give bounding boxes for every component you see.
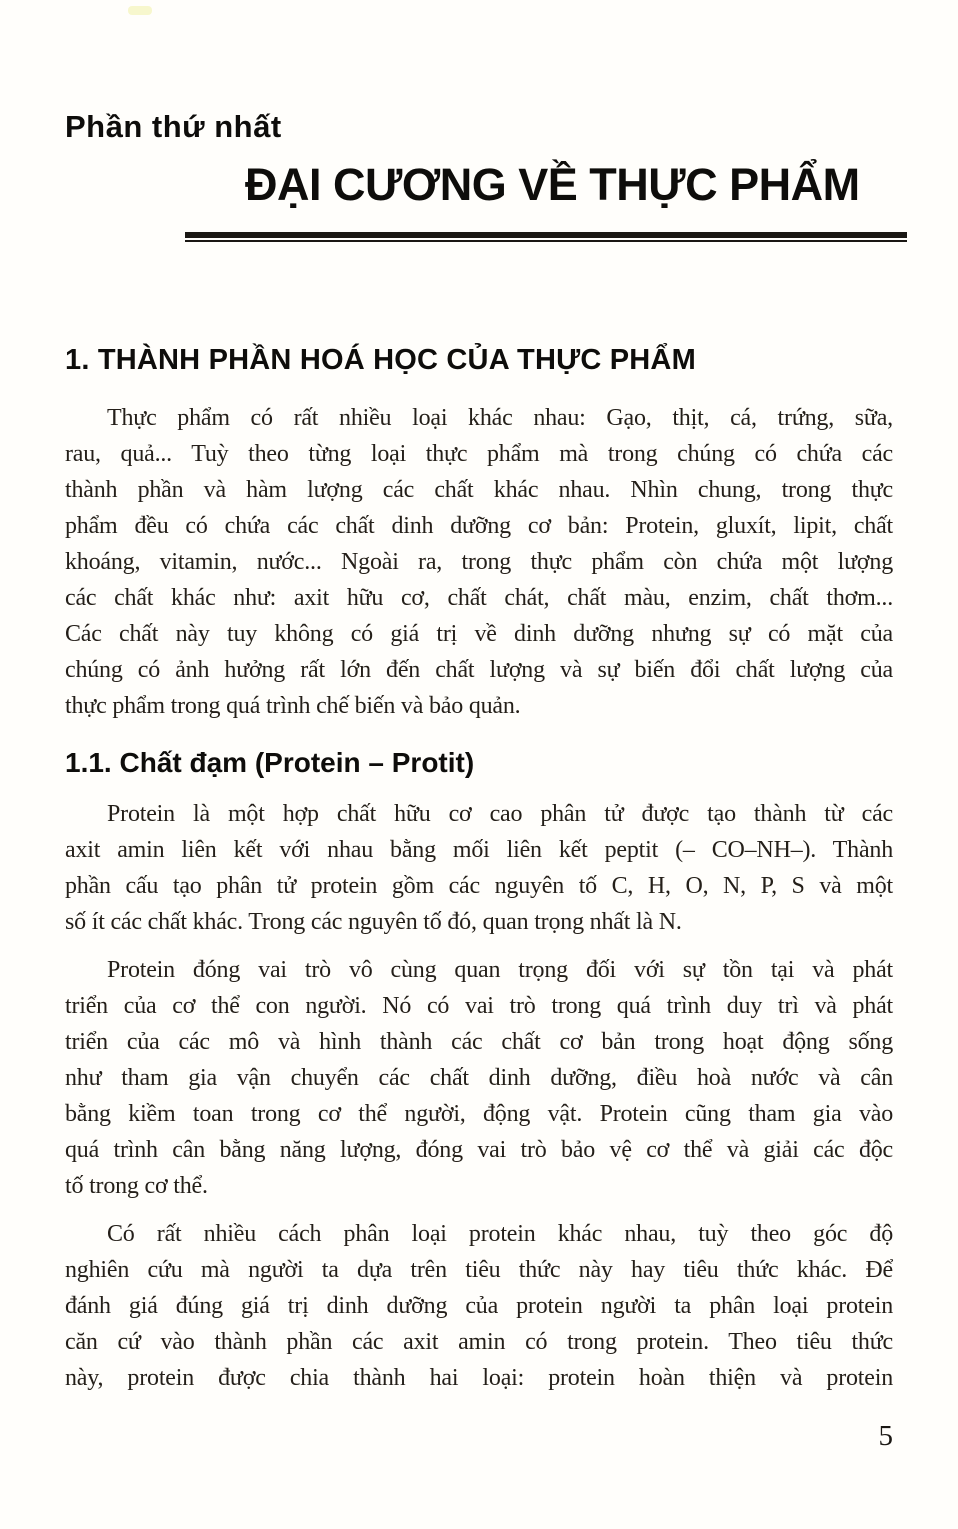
part-kicker: Phần thứ nhất bbox=[65, 109, 282, 144]
text-line: rau, quả... Tuỳ theo từng loại thực phẩm mà trong chúng có chứa các bbox=[65, 441, 893, 467]
page-number: 5 bbox=[878, 1420, 893, 1452]
text-line: đánh giá đúng giá trị dinh dưỡng của protein người ta phân loại protein bbox=[65, 1293, 893, 1319]
text-line: thành phần và hàm lượng các chất khác nhau. Nhìn chung, trong thực bbox=[65, 477, 893, 503]
section-heading-1-1: 1.1. Chất đạm (Protein – Protit) bbox=[65, 747, 475, 778]
text-line: như tham gia vận chuyển các chất dinh dưỡng, điều hoà nước và cân bbox=[65, 1065, 893, 1091]
text-line: axit amin liên kết với nhau bằng mối liên kết peptit (– CO–NH–). Thành bbox=[65, 837, 893, 863]
text-line: quá trình cân bằng năng lượng, đóng vai trò bảo vệ cơ thể và giải các độc bbox=[65, 1137, 893, 1163]
scan-artifact-speck bbox=[128, 6, 152, 15]
paragraph-protein-classification bbox=[65, 1216, 893, 1396]
paragraph-intro bbox=[65, 400, 893, 724]
text-line: Các chất này tuy không có giá trị về dinh dưỡng nhưng sự có mặt của bbox=[65, 621, 893, 647]
text-line: Có rất nhiều cách phân loại protein khác nhau, tuỳ theo góc độ bbox=[107, 1221, 893, 1247]
page-title: ĐẠI CƯƠNG VỀ THỰC PHẨM bbox=[245, 159, 860, 210]
paragraph-protein-definition bbox=[65, 796, 893, 940]
text-line: chúng có ảnh hưởng rất lớn đến chất lượng và sự biến đổi chất lượng của bbox=[65, 657, 893, 683]
text-line: phần cấu tạo phân tử protein gồm các nguyên tố C, H, O, N, P, S và một bbox=[65, 873, 893, 899]
text-line: Protein đóng vai trò vô cùng quan trọng đối với sự tồn tại và phát bbox=[107, 957, 893, 983]
text-line: thực phẩm trong quá trình chế biến và bảo quản. bbox=[65, 693, 521, 719]
text-line: phẩm đều có chứa các chất dinh dưỡng cơ bản: Protein, gluxít, lipit, chất bbox=[65, 513, 893, 539]
section-heading-1: 1. THÀNH PHẦN HOÁ HỌC CỦA THỰC PHẨM bbox=[65, 344, 696, 376]
text-line: căn cứ vào thành phần các axit amin có trong protein. Theo tiêu thức bbox=[65, 1329, 893, 1355]
text-line: bằng kiềm toan trong cơ thể người, động vật. Protein cũng tham gia vào bbox=[65, 1101, 893, 1127]
text-line: Protein là một hợp chất hữu cơ cao phân tử được tạo thành từ các bbox=[107, 801, 893, 827]
text-line: Thực phẩm có rất nhiều loại khác nhau: Gạo, thịt, cá, trứng, sữa, bbox=[107, 405, 893, 431]
text-line: tố trong cơ thể. bbox=[65, 1173, 208, 1199]
text-line: triển của các mô và hình thành các chất cơ bản trong hoạt động sống bbox=[65, 1029, 893, 1055]
text-line: này, protein được chia thành hai loại: protein hoàn thiện và protein bbox=[65, 1365, 893, 1391]
paragraph-protein-role bbox=[65, 952, 893, 1204]
text-line: số ít các chất khác. Trong các nguyên tố đó, quan trọng nhất là N. bbox=[65, 909, 682, 935]
text-line: triển của cơ thể con người. Nó có vai trò trong quá trình duy trì và phát bbox=[65, 993, 893, 1019]
title-underline-rule bbox=[185, 232, 907, 242]
text-line: các chất khác như: axit hữu cơ, chất chát, chất màu, enzim, chất thơm... bbox=[65, 585, 893, 611]
text-line: nghiên cứu mà người ta dựa trên tiêu thức này hay tiêu thức khác. Để bbox=[65, 1257, 893, 1283]
text-line: khoáng, vitamin, nước... Ngoài ra, trong thực phẩm còn chứa một lượng bbox=[65, 549, 893, 575]
